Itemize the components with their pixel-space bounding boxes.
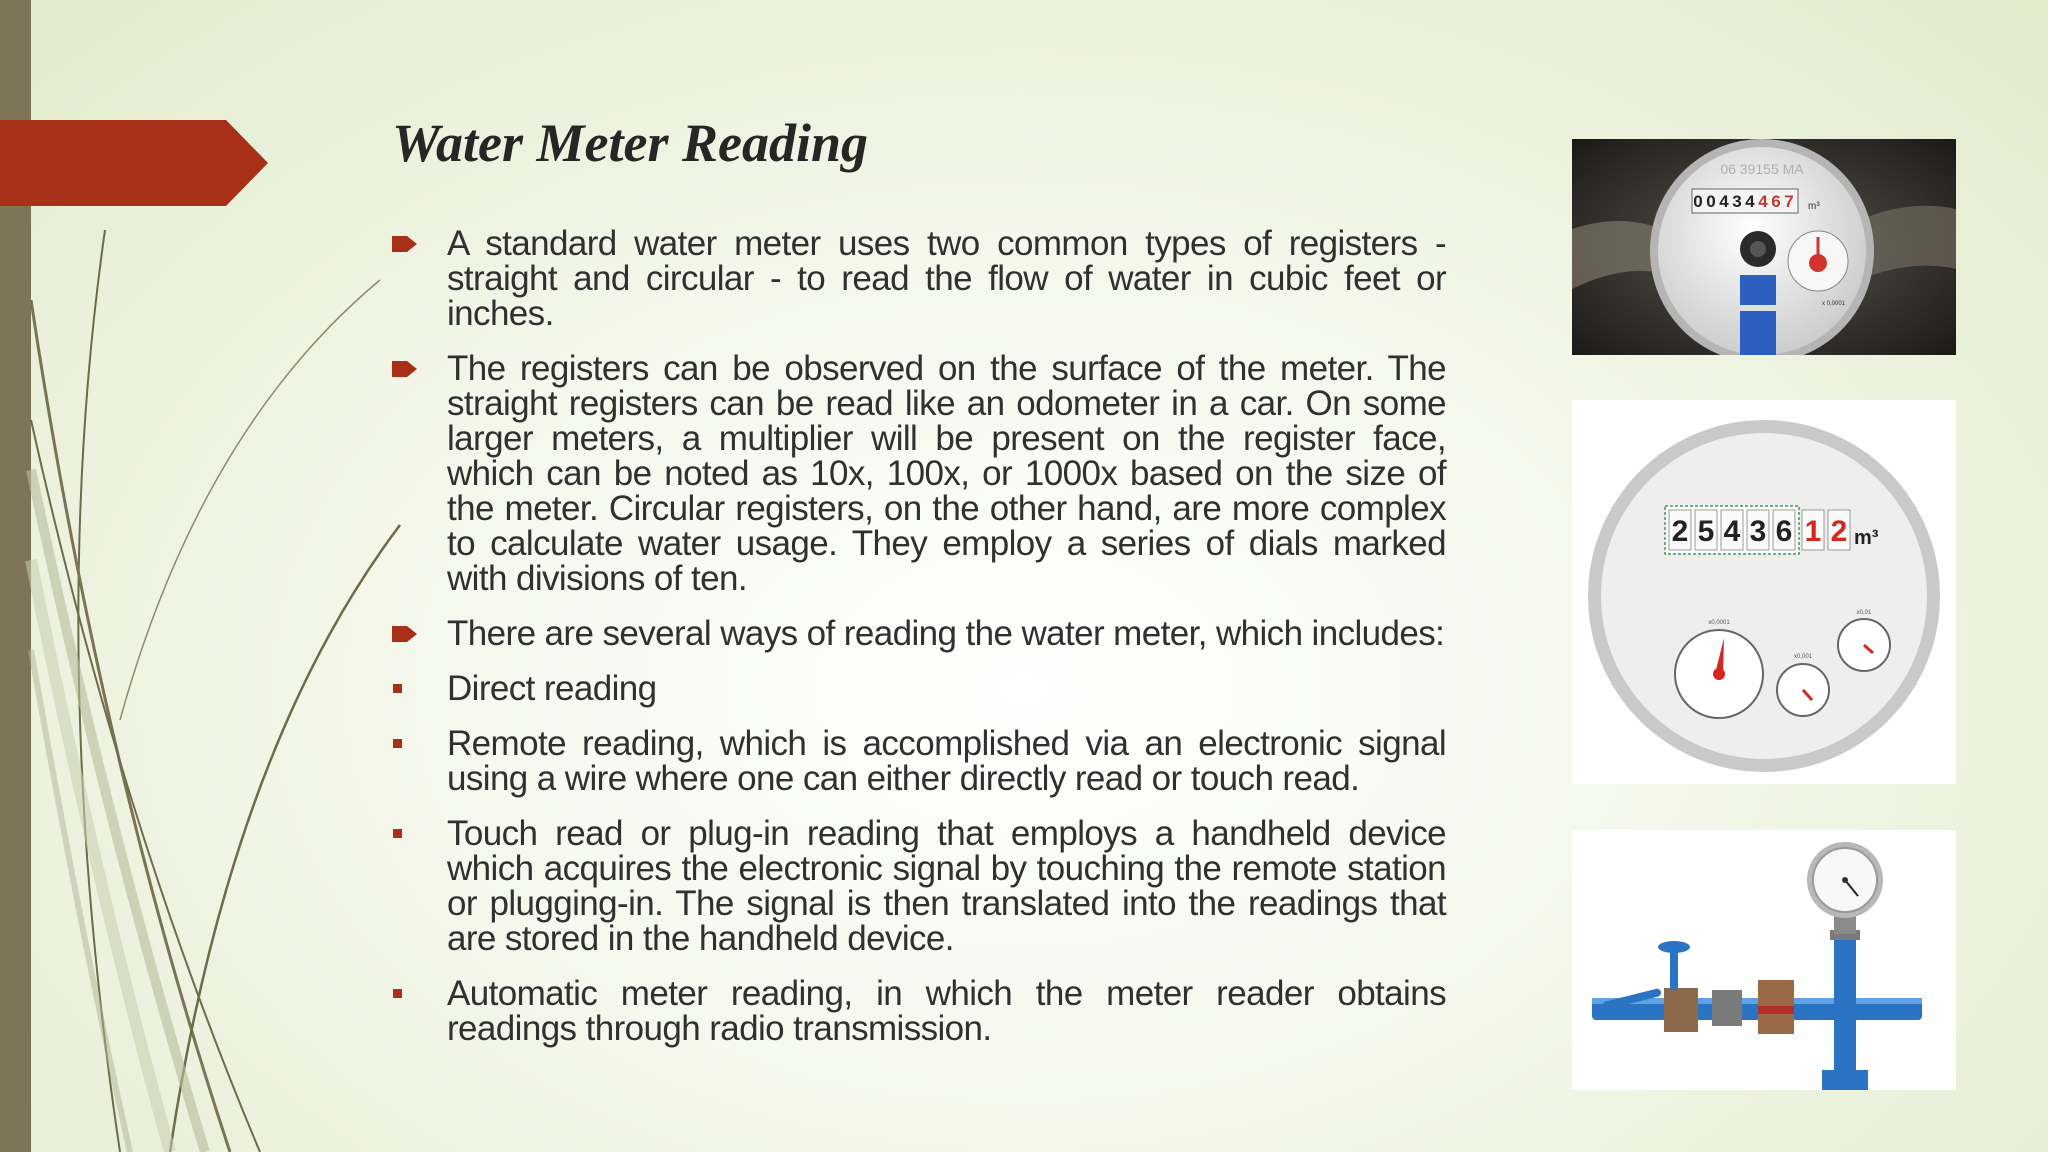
bullet-item — [392, 816, 1446, 956]
digit: 1 — [1804, 515, 1822, 548]
bullet-item — [392, 976, 1446, 1046]
water-meter-photo — [1572, 139, 1956, 355]
bullet-text: Remote reading, which is accomplished via an electronic signal using a wire where one can either directly read or touch read. — [447, 724, 1446, 798]
bullet-text: Automatic meter reading, in which the meter reader obtains readings through radio transmission. — [447, 974, 1446, 1048]
digit: 0 — [1693, 192, 1703, 211]
page-title: Water Meter Reading — [392, 113, 868, 173]
digit: 3 — [1749, 515, 1767, 548]
square-bullet-icon — [393, 739, 402, 748]
meter-serial: 06 39155 MA — [1720, 161, 1804, 177]
dial-label: x0,0001 — [1708, 620, 1730, 626]
bullet-list — [392, 226, 1446, 1066]
bullet-text: A standard water meter uses two common types of registers - straight and circular - to read the flow of water in cubic feet or inches. — [447, 224, 1446, 333]
bullet-item — [392, 671, 1446, 706]
bullet-text: The registers can be observed on the surface of the meter. The straight registers can be read like an odometer in a car. On some larger meters, a multiplier will be present on the register face, which can be noted as 10x, 100x, or 1000x based on the size of the meter. Circular registers, on the other hand, are more complex to calculate water usage. They employ a series of dials marked with divisions of ten. — [447, 349, 1446, 598]
unit-label: m³ — [1808, 201, 1820, 212]
digit: 0 — [1706, 192, 1716, 211]
square-bullet-icon — [393, 989, 402, 998]
digit: 7 — [1784, 192, 1794, 211]
digit: 2 — [1671, 515, 1689, 548]
digit: 6 — [1775, 515, 1793, 548]
multiplier-label: x 0,0001 — [1822, 301, 1846, 307]
pipe-gauge-photo — [1572, 830, 1956, 1090]
bullet-item — [392, 726, 1446, 796]
dial-label: x0,01 — [1856, 610, 1872, 616]
bullet-text: Touch read or plug-in reading that employs a handheld device which acquires the electronic signal by touching the remote station or plugging-in. The signal is then translated into the readings that are stored in the handheld device. — [447, 814, 1446, 958]
bullet-item — [392, 616, 1446, 651]
digit: 2 — [1830, 515, 1848, 548]
title-arrow-banner — [0, 120, 268, 206]
digit: 4 — [1745, 192, 1755, 211]
meter-face-diagram — [1572, 400, 1956, 784]
digit: 6 — [1771, 192, 1781, 211]
square-bullet-icon — [393, 684, 402, 693]
digit: 4 — [1758, 192, 1768, 211]
digit: 4 — [1719, 192, 1729, 211]
bullet-text: Direct reading — [447, 669, 657, 708]
digit: 4 — [1723, 515, 1741, 548]
bullet-item — [392, 351, 1446, 596]
arrow-bullet-icon — [392, 359, 418, 379]
digit: 3 — [1732, 192, 1742, 211]
bullet-text: There are several ways of reading the water meter, which includes: — [447, 614, 1445, 653]
register-digits — [1669, 510, 1850, 550]
arrow-bullet-icon — [392, 234, 418, 254]
arrow-bullet-icon — [392, 624, 418, 644]
digit: 5 — [1697, 515, 1715, 548]
dial-label: x0,001 — [1793, 654, 1813, 660]
square-bullet-icon — [393, 829, 402, 838]
unit-label: m³ — [1854, 527, 1879, 549]
bullet-item — [392, 226, 1446, 331]
